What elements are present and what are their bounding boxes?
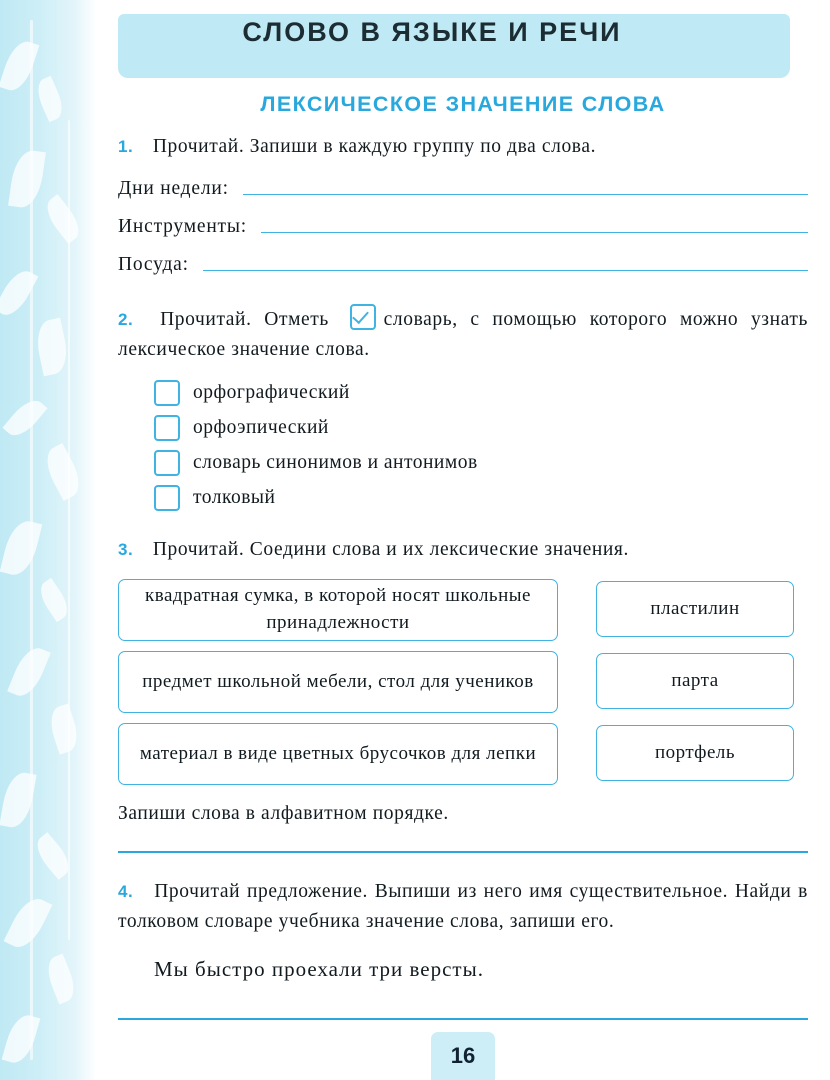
task-4-text: Прочитай предложение. Выпиши из него имя существительное. Найди в толковом словаре учебника значение слова, запиши его. xyxy=(118,880,808,933)
page-number-wrap xyxy=(96,1032,830,1080)
task-1 xyxy=(118,132,808,276)
option-label: толковый xyxy=(193,486,276,508)
fill-line-dishes[interactable] xyxy=(203,269,808,271)
option-label: словарь синонимов и антонимов xyxy=(193,451,478,473)
task-3 xyxy=(118,535,808,825)
task-1-prompt xyxy=(118,132,808,162)
option-label: орфоэпический xyxy=(193,416,329,438)
fill-line-days[interactable] xyxy=(243,193,808,195)
word-box-plastilin[interactable]: пластилин xyxy=(596,581,794,637)
fill-label-tools: Инструменты: xyxy=(118,216,247,238)
checkbox-icon[interactable] xyxy=(154,485,180,511)
task-3-number: 3. xyxy=(118,539,134,559)
word-box-portfel[interactable]: портфель xyxy=(596,725,794,781)
checkbox-icon[interactable] xyxy=(154,415,180,441)
worksheet-page xyxy=(96,0,830,1080)
checkbox-example-icon xyxy=(350,304,376,330)
task-2-options xyxy=(154,380,808,511)
option-sinonimov-antonimov[interactable] xyxy=(154,450,808,476)
task-3-note: Запиши слова в алфавитном порядке. xyxy=(118,802,449,824)
task-3-prompt xyxy=(118,535,808,565)
section-divider xyxy=(118,851,808,853)
task-4 xyxy=(118,877,808,982)
task-1-number: 1. xyxy=(118,137,134,156)
task-2-number: 2. xyxy=(118,310,134,330)
option-orfograficheskiy[interactable] xyxy=(154,380,808,406)
fill-line-tools[interactable] xyxy=(261,231,808,233)
fill-row-days xyxy=(118,178,808,200)
option-tolkovyy[interactable] xyxy=(154,485,808,511)
option-orfoepicheskiy[interactable] xyxy=(154,415,808,441)
task-4-number: 4. xyxy=(118,881,134,901)
task-2-text-before: Прочитай. Отметь xyxy=(160,309,329,331)
task-2-text-after: словарь, с помощью которого можно узнать лексическое значение слова. xyxy=(118,309,809,361)
matching-exercise xyxy=(118,579,808,799)
task-1-text: Прочитай. Запиши в каждую группу по два слова. xyxy=(152,136,597,157)
fill-row-tools xyxy=(118,216,808,238)
fill-label-dishes: Посуда: xyxy=(118,254,189,276)
task-3-text: Прочитай. Соедини слова и их лексические значения. xyxy=(152,538,629,560)
task-4-sentence: Мы быстро проехали три версты. xyxy=(154,957,484,982)
worksheet-content xyxy=(118,132,808,1020)
word-box-parta[interactable]: парта xyxy=(596,653,794,709)
definition-box-3[interactable]: материал в виде цветных брусочков для лепки xyxy=(118,723,558,785)
fill-row-dishes xyxy=(118,254,808,276)
section-divider-bottom xyxy=(118,1018,808,1020)
fill-label-days: Дни недели: xyxy=(118,178,229,200)
definition-box-2[interactable]: предмет школьной мебели, стол для учеников xyxy=(118,651,558,713)
decorative-left-border xyxy=(0,0,96,1080)
definition-box-1[interactable]: квадратная сумка, в которой носят школьные принадлежности xyxy=(118,579,558,641)
task-4-prompt xyxy=(118,877,808,937)
option-label: орфографический xyxy=(193,381,350,403)
page-number: 16 xyxy=(431,1032,495,1080)
task-2 xyxy=(118,304,808,510)
checkbox-icon[interactable] xyxy=(154,380,180,406)
task-2-prompt xyxy=(118,304,808,365)
lesson-subtitle: ЛЕКСИЧЕСКОЕ ЗНАЧЕНИЕ СЛОВА xyxy=(260,92,666,116)
section-title: СЛОВО В ЯЗЫКЕ И РЕЧИ xyxy=(242,17,622,47)
checkbox-icon[interactable] xyxy=(154,450,180,476)
